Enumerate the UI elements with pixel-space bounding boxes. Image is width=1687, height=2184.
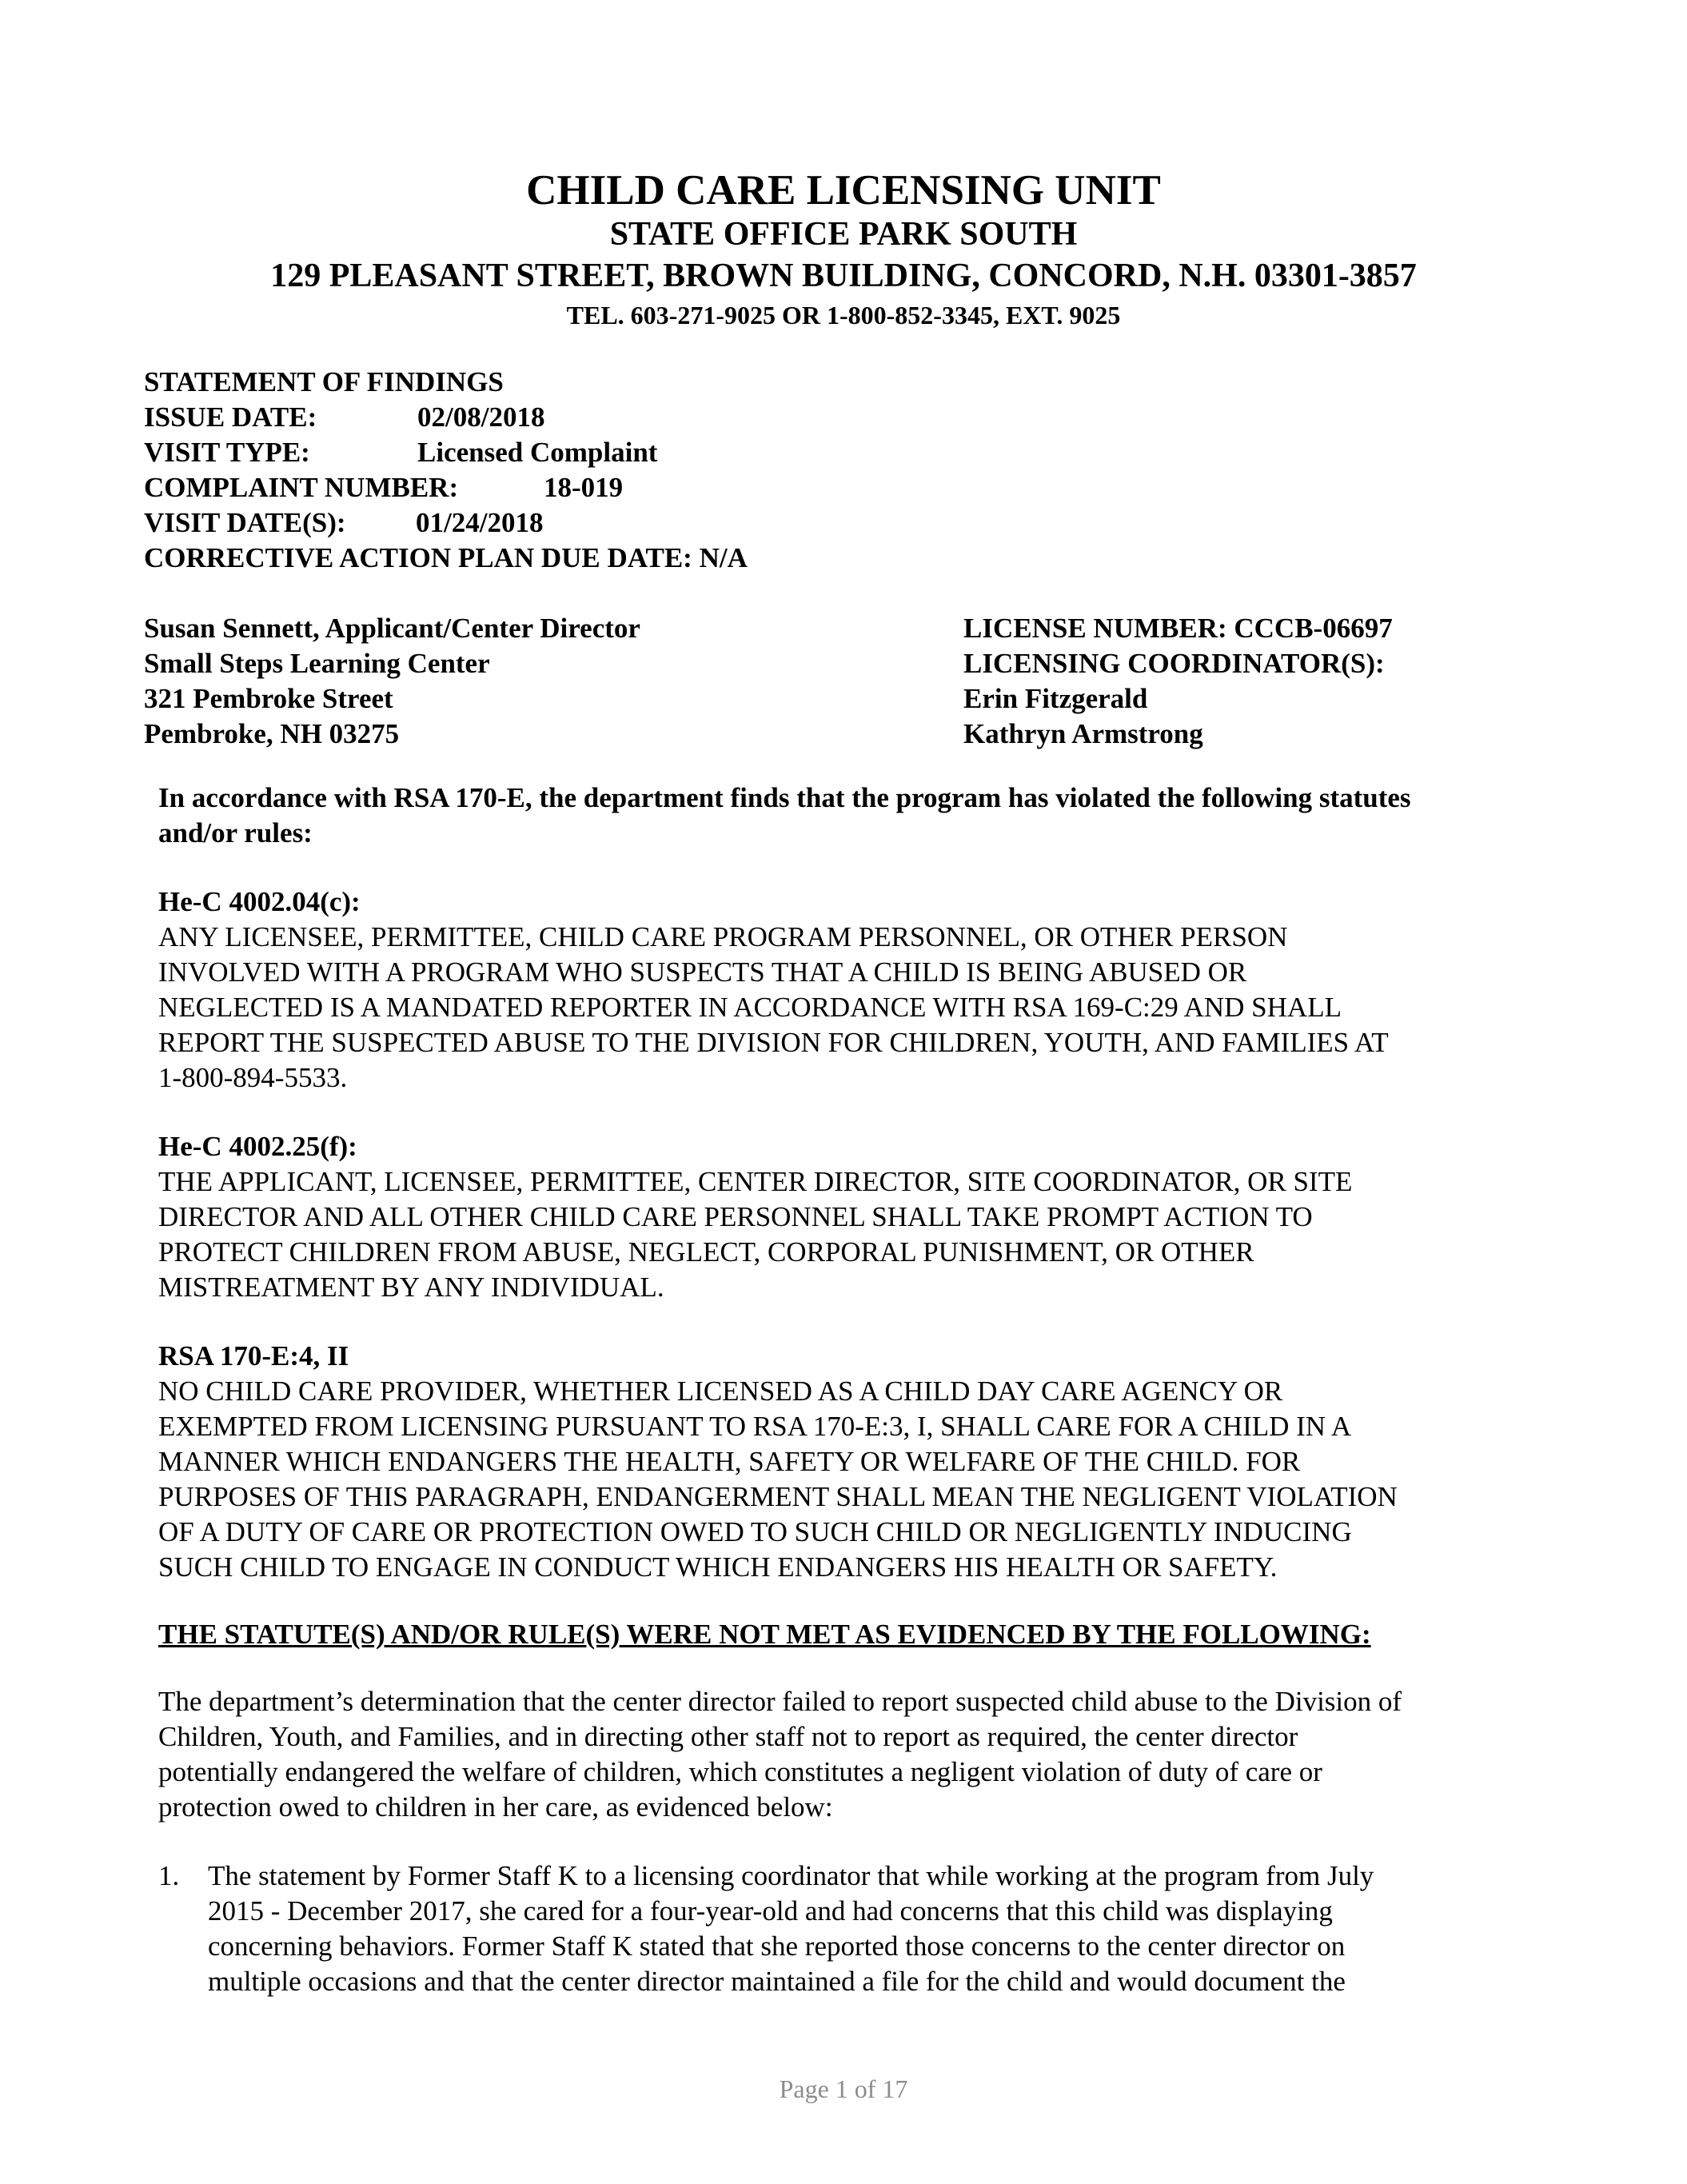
visit-dates-label: VISIT DATE(S): bbox=[144, 507, 346, 538]
narrative-line: protection owed to children in her care, as evidenced below: bbox=[158, 1791, 833, 1823]
agency-title: CHILD CARE LICENSING UNIT bbox=[526, 167, 1161, 214]
provider-address bbox=[144, 611, 640, 752]
complaint-number-label: COMPLAINT NUMBER: bbox=[144, 472, 459, 503]
rule-text-line: PURPOSES OF THIS PARAGRAPH, ENDANGERMENT SHALL MEAN THE NEGLIGENT VIOLATION bbox=[158, 1481, 1398, 1512]
rule-text-line: SUCH CHILD TO ENGAGE IN CONDUCT WHICH ENDANGERS HIS HEALTH OR SAFETY. bbox=[158, 1551, 1278, 1583]
cap-due-row bbox=[144, 541, 1263, 576]
coordinator-name: Erin Fitzgerald bbox=[963, 683, 1148, 714]
visit-dates-row bbox=[144, 505, 1263, 541]
rule-text-line: NO CHILD CARE PROVIDER, WHETHER LICENSED AS A CHILD DAY CARE AGENCY OR bbox=[158, 1375, 1283, 1407]
rule-text-line: PROTECT CHILDREN FROM ABUSE, NEGLECT, CORPORAL PUNISHMENT, OR OTHER bbox=[158, 1236, 1254, 1268]
agency-address: 129 PLEASANT STREET, BROWN BUILDING, CONCORD, N.H. 03301-3857 bbox=[270, 258, 1417, 294]
license-number: LICENSE NUMBER: CCCB-06697 bbox=[963, 613, 1393, 644]
provider-street: 321 Pembroke Street bbox=[144, 683, 393, 714]
statement-meta bbox=[144, 365, 1263, 576]
rule-text-line: MANNER WHICH ENDANGERS THE HEALTH, SAFETY OR WELFARE OF THE CHILD. FOR bbox=[158, 1446, 1301, 1477]
coordinators-label: LICENSING COORDINATOR(S): bbox=[963, 648, 1385, 679]
finding-item-number: 1. bbox=[158, 1860, 180, 1891]
narrative-line: Children, Youth, and Families, and in directing other staff not to report as required, the center director bbox=[158, 1721, 1298, 1752]
intro-line: and/or rules: bbox=[158, 817, 313, 848]
rule-text-line: REPORT THE SUSPECTED ABUSE TO THE DIVISION FOR CHILDREN, YOUTH, AND FAMILIES AT bbox=[158, 1027, 1389, 1058]
rule-block bbox=[158, 884, 1533, 1096]
visit-type-row bbox=[144, 435, 1263, 470]
narrative-line: The department’s determination that the center director failed to report suspected child abuse to the Division of bbox=[158, 1686, 1402, 1717]
complaint-number-value: 18-019 bbox=[544, 472, 624, 503]
cap-due-date: CORRECTIVE ACTION PLAN DUE DATE: N/A bbox=[144, 542, 748, 573]
visit-dates-value: 01/24/2018 bbox=[416, 507, 544, 538]
intro-line: In accordance with RSA 170-E, the department finds that the program has violated the following statutes bbox=[158, 782, 1411, 813]
finding-item-text bbox=[208, 1859, 1535, 1999]
visit-type-label: VISIT TYPE: bbox=[144, 437, 310, 468]
agency-park: STATE OFFICE PARK SOUTH bbox=[609, 216, 1078, 253]
narrative-line: potentially endangered the welfare of children, which constitutes a negligent violation of duty of care or bbox=[158, 1756, 1322, 1787]
finding-item-line: concerning behaviors. Former Staff K stated that she reported those concerns to the center director on bbox=[208, 1930, 1346, 1962]
statement-title-row bbox=[144, 365, 1263, 400]
rule-text-line: INVOLVED WITH A PROGRAM WHO SUSPECTS THAT A CHILD IS BEING ABUSED OR bbox=[158, 956, 1247, 988]
violation-intro bbox=[158, 781, 1533, 851]
complaint-number-row bbox=[144, 470, 1263, 505]
issue-date-value: 02/08/2018 bbox=[417, 401, 545, 433]
rule-block bbox=[158, 1339, 1533, 1585]
provider-name: Susan Sennett, Applicant/Center Director bbox=[144, 613, 640, 644]
rule-text-line: NEGLECTED IS A MANDATED REPORTER IN ACCORDANCE WITH RSA 169-C:29 AND SHALL bbox=[158, 992, 1342, 1023]
findings-narrative bbox=[158, 1684, 1533, 1825]
rule-text-line: DIRECTOR AND ALL OTHER CHILD CARE PERSONNEL SHALL TAKE PROMPT ACTION TO bbox=[158, 1201, 1313, 1232]
rule-text-line: OF A DUTY OF CARE OR PROTECTION OWED TO SUCH CHILD OR NEGLIGENTLY INDUCING bbox=[158, 1516, 1352, 1547]
provider-city: Pembroke, NH 03275 bbox=[144, 718, 400, 749]
findings-heading: THE STATUTE(S) AND/OR RULE(S) WERE NOT MET AS EVIDENCED BY THE FOLLOWING: bbox=[158, 1619, 1371, 1650]
rule-title: He-C 4002.25(f): bbox=[158, 1131, 357, 1162]
page-number: Page 1 of 17 bbox=[779, 2074, 908, 2103]
rule-block bbox=[158, 1129, 1533, 1305]
provider-center: Small Steps Learning Center bbox=[144, 648, 490, 679]
visit-type-value: Licensed Complaint bbox=[417, 437, 658, 468]
rule-title: RSA 170-E:4, II bbox=[158, 1340, 349, 1371]
statement-title: STATEMENT OF FINDINGS bbox=[144, 366, 504, 397]
licensing-info bbox=[963, 611, 1393, 752]
issue-date-row bbox=[144, 400, 1263, 435]
rule-text-line: THE APPLICANT, LICENSEE, PERMITTEE, CENTER DIRECTOR, SITE COORDINATOR, OR SITE bbox=[158, 1166, 1353, 1197]
rule-text-line: ANY LICENSEE, PERMITTEE, CHILD CARE PROGRAM PERSONNEL, OR OTHER PERSON bbox=[158, 921, 1288, 952]
finding-item-line: 2015 - December 2017, she cared for a four-year-old and had concerns that this child was displaying bbox=[208, 1895, 1333, 1926]
rule-title: He-C 4002.04(c): bbox=[158, 886, 361, 917]
rule-text-line: MISTREATMENT BY ANY INDIVIDUAL. bbox=[158, 1272, 664, 1303]
finding-item-line: The statement by Former Staff K to a licensing coordinator that while working at the program from July bbox=[208, 1860, 1374, 1891]
finding-item-line: multiple occasions and that the center director maintained a file for the child and would document the bbox=[208, 1966, 1346, 1997]
rule-text-line: EXEMPTED FROM LICENSING PURSUANT TO RSA 170-E:3, I, SHALL CARE FOR A CHILD IN A bbox=[158, 1411, 1352, 1442]
rule-text-line: 1-800-894-5533. bbox=[158, 1062, 348, 1093]
issue-date-label: ISSUE DATE: bbox=[144, 401, 317, 433]
agency-phone: TEL. 603-271-9025 OR 1-800-852-3345, EXT. 9025 bbox=[566, 301, 1121, 329]
coordinator-name: Kathryn Armstrong bbox=[963, 718, 1203, 749]
